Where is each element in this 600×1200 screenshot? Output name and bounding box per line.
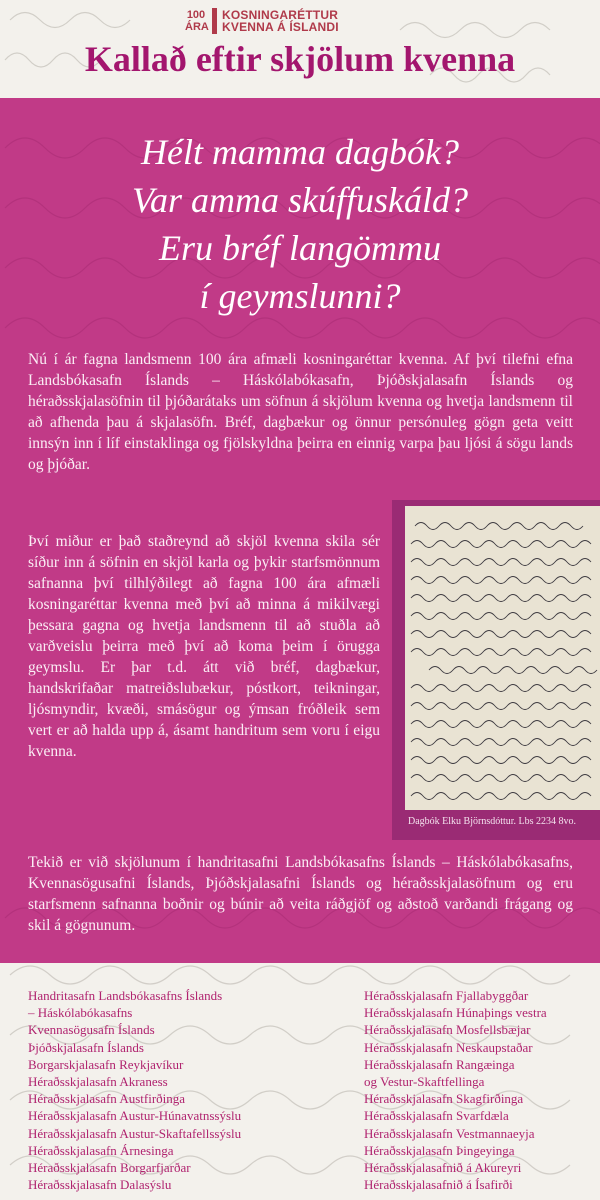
submission-paragraph: Tekið er við skjölunum í handritasafni Landsbókasafns Íslands – Háskólabókasafns, Kvennasögusafni Íslands, Þjóðskjalasafni Íslands og héraðsskjalasöfnum og eru starfsmenn safnanna boðnir og búnir að veita ráðgjöf og aðstoð varðandi frágang og skil á gögnunum.: [28, 854, 573, 934]
photo-caption: Dagbók Elku Björnsdóttur. Lbs 2234 8vo.: [408, 816, 577, 827]
organization-item: Héraðsskjalasafn Árnesinga: [28, 1142, 174, 1158]
organization-item: Héraðsskjalasafn Akraness: [28, 1074, 168, 1090]
organization-item: Héraðsskjalasafn Austur-Skaftafellssýslu: [28, 1125, 242, 1141]
logo-divider: [212, 8, 217, 34]
organization-item: Héraðsskjalasafn Austur-Húnavatnssýslu: [28, 1108, 242, 1124]
organization-item: Héraðsskjalasafnið á Akureyri: [364, 1160, 522, 1176]
organization-item: Héraðsskjalasafn Borgarfjarðar: [28, 1160, 191, 1176]
diary-photo-frame: [392, 500, 600, 840]
organization-item: Héraðsskjalasafn Svarfdæla: [364, 1108, 509, 1124]
organization-item: Kvennasögusafn Íslands: [28, 1022, 155, 1038]
logo-number-block: [185, 9, 207, 33]
question-2: Var amma skúffuskáld?: [132, 180, 468, 220]
question-4: í geymslunni?: [199, 276, 401, 316]
organization-item: Héraðsskjalasafn Fjallabyggðar: [364, 988, 529, 1003]
organization-item: Héraðsskjalasafn Þingeyinga: [364, 1142, 515, 1158]
logo-line-2: KVENNA Á ÍSLANDI: [222, 20, 339, 34]
organization-item: Þjóðskjalasafn Íslands: [28, 1039, 144, 1055]
question-1: Hélt mamma dagbók?: [141, 132, 459, 172]
organization-list-left: [28, 987, 241, 1193]
page-title: Kallað eftir skjölum kvenna: [84, 39, 516, 79]
organization-item: Héraðsskjalasafn Austfirðinga: [28, 1091, 186, 1107]
organization-item: Handritasafn Landsbókasafns Íslands: [28, 988, 223, 1003]
organization-item: Héraðsskjalasafn Vestmannaeyja: [364, 1125, 535, 1141]
organization-item: – Háskólabókasafns: [28, 1005, 133, 1021]
organization-item: Héraðsskjalasafn Dalasýslu: [28, 1177, 172, 1193]
organization-item: Héraðsskjalasafn Neskaupstaðar: [364, 1039, 533, 1055]
organization-item: Héraðsskjalasafn Húnaþings vestra: [364, 1005, 547, 1021]
diary-handwriting-image: [405, 506, 600, 810]
organization-item: Héraðsskjalasafn Rangæinga: [364, 1056, 515, 1072]
organization-item: Borgarskjalasafn Reykjavíkur: [28, 1056, 184, 1072]
organization-item: Héraðsskjalasafn Mosfellsbæjar: [364, 1022, 531, 1038]
logo-line-1: KOSNINGARÉTTUR: [222, 8, 339, 22]
logo-number: 100: [186, 9, 206, 21]
logo-text-block: [222, 9, 339, 33]
organization-item: Héraðsskjalasafnið á Ísafirði: [364, 1177, 513, 1193]
intro-paragraph: Nú í ár fagna landsmenn 100 ára afmæli kosningaréttar kvenna. Af því tilefni efna Landsbókasafn Íslands – Háskólabókasafn, Þjóðskjalasafn Íslands og héraðsskjalasöfnin til þjóðarátaks um söfnun á skjölum kvenna og hvetja landsmenn til að afhenda þau á skjalasöfn. Bréf, dagbækur og önnur persónuleg gögn geta veitt innsýn inn í líf einstaklinga og fjölskyldna þeirra en einnig varpa þau ljósi á sögu lands og þjóðar.: [28, 351, 573, 473]
header: [0, 0, 600, 98]
appeal-paragraph: Því miður er það staðreynd að skjöl kvenna skila sér síður inn á söfnin en skjöl karla og þykir starfsmönnum safnanna því tilhlýðilegt að fagna 100 ára afmæli kosningaréttar kvenna með því að minna á mikilvægi þessara gagna og hvetja landsmenn til að stuðla að varðveislu þeirra með því að koma þeim í örugga geymslu. Er þar t.d. átt við bréf, dagbækur, handskrifaðar matreiðslubækur, póstkort, teikningar, ljósmyndir, kvæði, smásögur og ýmsan fróðleik sem vert er að halda upp á, ásamt handritum sem voru í eigu kvenna.: [28, 533, 380, 760]
logo-unit: ÁRA: [185, 21, 209, 33]
question-3: Eru bréf langömmu: [159, 228, 441, 268]
anniversary-logo: [185, 8, 339, 34]
organization-item: Héraðsskjalasafn Skagfirðinga: [364, 1091, 524, 1107]
organization-list-right: [364, 987, 547, 1193]
organization-item: og Vestur-Skaftfellinga: [364, 1074, 485, 1090]
diary-photo: [405, 506, 600, 810]
headline-questions: [0, 128, 600, 320]
